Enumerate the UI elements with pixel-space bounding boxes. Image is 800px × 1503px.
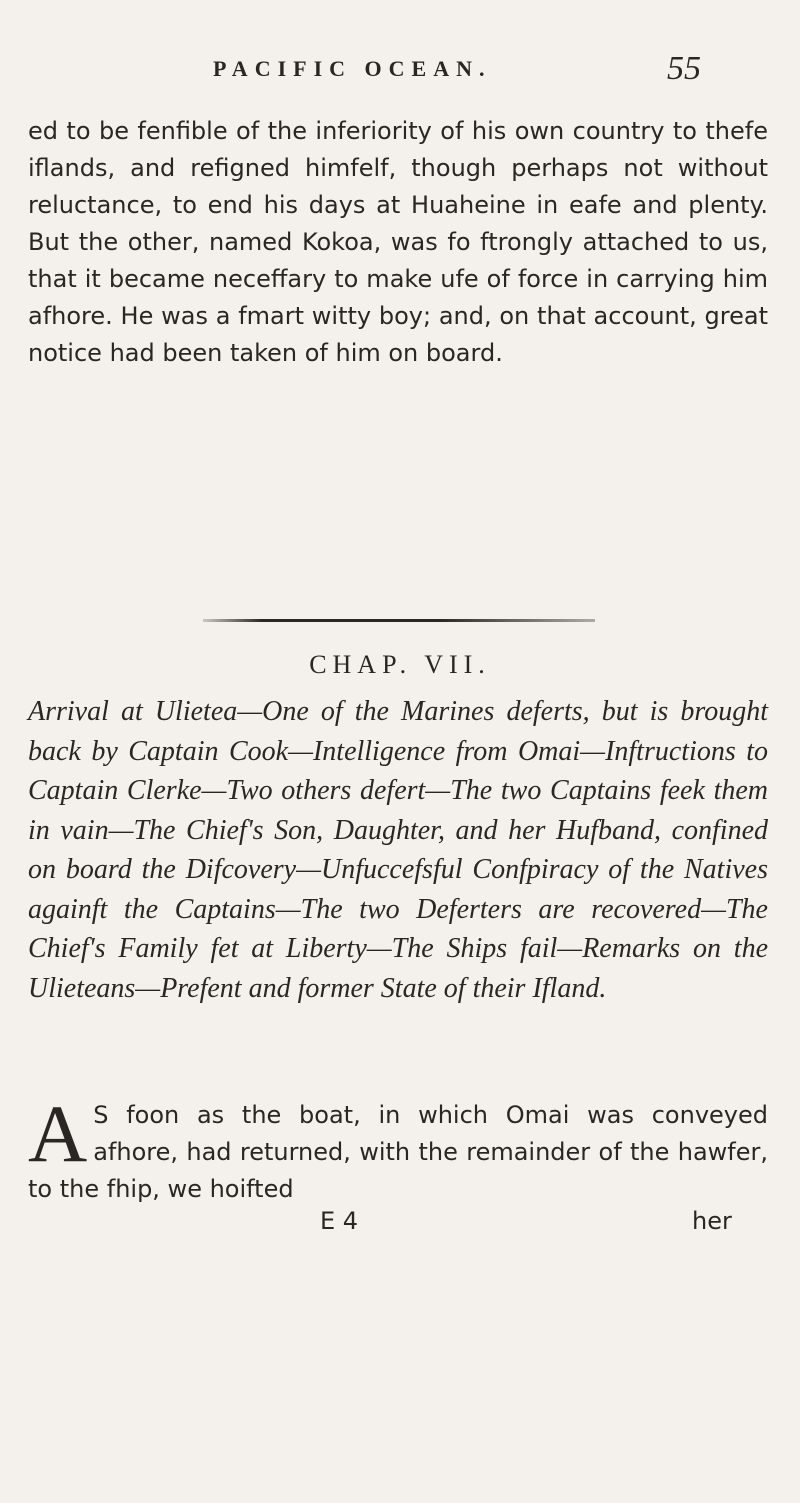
chapter-opening-paragraph (28, 1088, 768, 1208)
continued-paragraph (28, 113, 768, 372)
running-title: PACIFIC OCEAN. (213, 56, 492, 81)
drop-cap: A (28, 1088, 88, 1179)
section-divider (203, 619, 595, 622)
catchword: her (692, 1207, 732, 1235)
chapter-heading: CHAP. VII. (309, 650, 491, 679)
chapter-summary: Arrival at Ulietea—One of the Marines deferts, but is brought back by Captain Cook—Intelligence from Omai—Inftructions to Captain Clerke—Two others defert—The two Captains feek them in vain—The Chief's Son, Daughter, and her Hufband, confined on board the Difcovery—Unfuccefsful Confpiracy of the Natives againft the Captains—The two Deferters are recovered—The Chief's Family fet at Liberty—The Ships fail—Remarks on the Ulieteans—Prefent and former State of their Ifland. (28, 696, 768, 1004)
page-number: 55 (667, 50, 701, 87)
signature-mark: E 4 (320, 1207, 359, 1235)
continued-paragraph-text: ed to be fenfible of the inferiority of his own country to thefe iflands, and refigned himfelf, though perhaps not without reluctance, to end his days at Huaheine in eafe and plenty. But the other, named Kokoa, was fo ftrongly attached to us, that it became neceffary to make ufe of force in carrying him afhore. He was a fmart witty boy; and, on that account, great notice had been taken of him on board. (28, 117, 768, 367)
running-head (0, 50, 800, 90)
chapter-opening-text: S foon as the boat, in which Omai was conveyed afhore, had returned, with the remainder of the hawfer, to the fhip, we hoifted (28, 1101, 768, 1203)
